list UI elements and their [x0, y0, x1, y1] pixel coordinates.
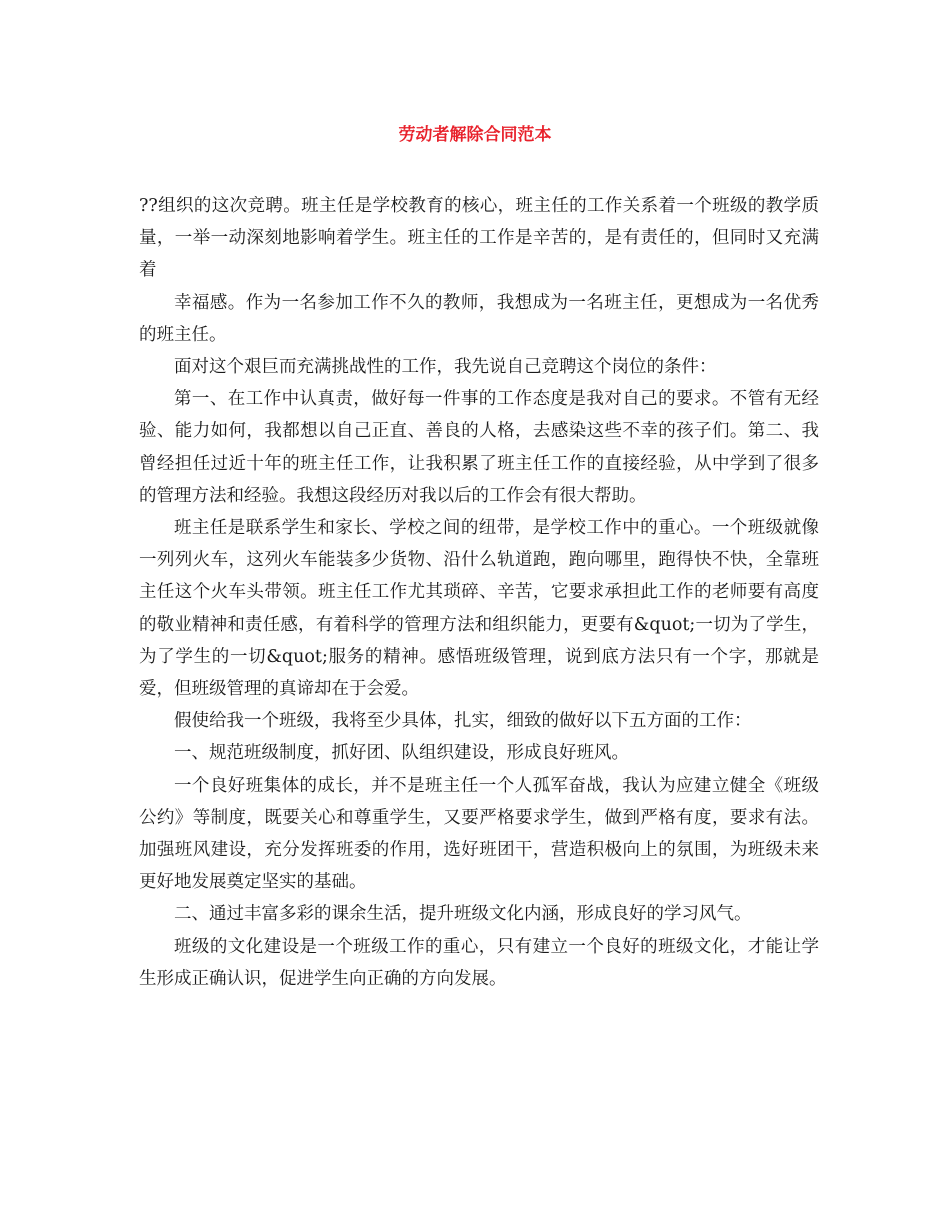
- paragraph: ??组织的这次竞聘。班主任是学校教育的核心，班主任的工作关系着一个班级的教学质量，一举一动深刻地影响着学生。班主任的工作是辛苦的，是有责任的，但同时又充满着: [139, 196, 819, 281]
- paragraph: 幸福感。作为一名参加工作不久的教师，我想成为一名班主任，更想成为一名优秀的班主任。: [139, 292, 819, 345]
- paragraph: 二、通过丰富多彩的课余生活，提升班级文化内涵，形成良好的学习风气。: [174, 904, 752, 925]
- document-title: 劳动者解除合同范本: [398, 125, 552, 145]
- paragraph: 一、规范班级制度，抓好团、队组织建设，形成良好班风。: [174, 743, 629, 764]
- paragraph: 第一、在工作中认真责，做好每一件事的工作态度是我对自己的要求。不管有无经验、能力如何，我都想以自己正直、善良的人格，去感染这些不幸的孩子们。第二、我曾经担任过近十年的班主任工作，让我积累了班主任工作的直接经验，从中学到了很多的管理方法和经验。我想这段经历对我以后的工作会有很大帮助。: [139, 389, 819, 506]
- document-body: [139, 190, 819, 995]
- paragraph: 面对这个艰巨而充满挑战性的工作，我先说自己竞聘这个岗位的条件：: [174, 357, 717, 378]
- paragraph: 班级的文化建设是一个班级工作的重心，只有建立一个良好的班级文化，才能让学生形成正确认识，促进学生向正确的方向发展。: [139, 936, 819, 989]
- paragraph: 假使给我一个班级，我将至少具体，扎实，细致的做好以下五方面的工作：: [174, 711, 752, 732]
- paragraph: 班主任是联系学生和家长、学校之间的纽带，是学校工作中的重心。一个班级就像一列列火车，这列火车能装多少货物、沿什么轨道跑，跑向哪里，跑得快不快，全靠班主任这个火车头带领。班主任工作尤其琐碎、辛苦，它要求承担此工作的老师要有高度的敬业精神和责任感，有着科学的管理方法和组织能力，更要有&quot;一切为了学生，为了学生的一切&quot;服务的精神。感悟班级管理，说到底方法只有一个字，那就是爱，但班级管理的真谛却在于会爱。: [139, 518, 819, 700]
- paragraph: 一个良好班集体的成长，并不是班主任一个人孤军奋战，我认为应建立健全《班级公约》等制度，既要关心和尊重学生，又要严格要求学生，做到严格有度，要求有法。加强班风建设，充分发挥班委的作用，选好班团干，营造积极向上的氛围，为班级未来更好地发展奠定坚实的基础。: [139, 775, 819, 893]
